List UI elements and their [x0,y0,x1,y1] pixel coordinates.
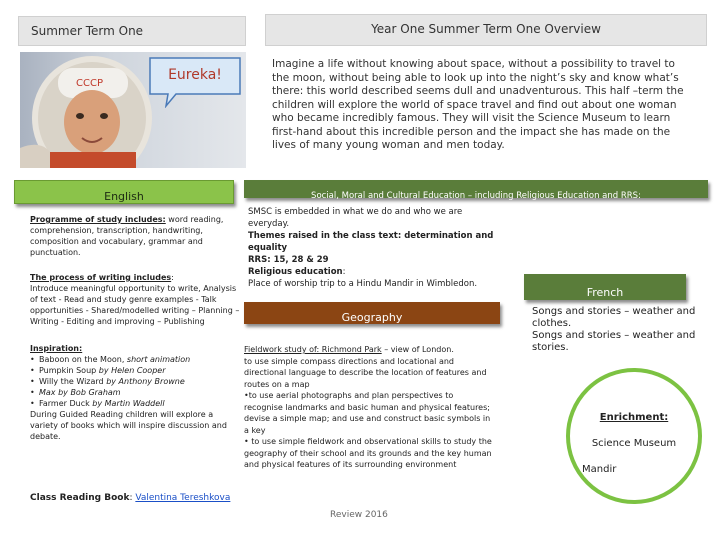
process-text: Introduce meaningful opportunity to write, Analysis of text - Read and study genre examples - Talk opportunities - Shared/modelled writing – Planning – Writing - Editing and improving – Publishing [30,284,240,326]
french-line1: Songs and stories – weather and clothes. [532,306,696,329]
enrichment-circle [566,368,702,504]
enrichment-item-museum: Science Museum [591,438,677,449]
programme-paragraph [30,214,240,258]
inspiration-item: • Max by Bob Graham [30,387,240,398]
english-heading-bar [14,180,234,204]
inspiration-list [30,354,240,409]
enrichment-heading: Enrichment: [599,412,669,423]
english-content [30,214,240,442]
smsc-heading-bar [244,180,708,201]
fieldwork-line: Fieldwork study of: Richmond Park – view of London. [244,345,454,354]
smsc-re: Religious education: [248,267,346,277]
inspiration-item: • Baboon on the Moon, short animation [30,354,240,365]
smsc-heading: Social, Moral and Cultural Education – including Religious Education and RRS: [311,191,641,201]
programme-text: word reading, comprehension, transcription, handwriting, composition and vocabulary, grammar and punctuation. [30,215,224,257]
term-title: Summer Term One [31,24,144,38]
class-reading-book: Class Reading Book: Valentina Tereshkova [30,493,231,503]
smsc-re-text: Place of worship trip to a Hindu Mandir in Wimbledon. [248,279,478,289]
inspiration-item: • Farmer Duck by Martin Waddell [30,398,240,409]
intro-paragraph: Imagine a life without knowing about space, without a possibility to travel to the moon, without being able to look up into the night’s sky and know what’s there: this world described seems dull and unadventurous. This half –term the children will explore the world of space travel and find out about one woman who became incredibly famous. They will visit the Science Museum to learn first-hand about this incredible person and the impact she has made on the lives of many young woman and men today. [272,58,684,151]
inspiration-item: • Pumpkin Soup by Helen Cooper [30,365,240,376]
smsc-content [248,206,496,290]
eureka-callout [148,56,244,100]
english-heading: English [104,190,144,203]
eureka-text: Eureka! [168,67,222,83]
french-content [532,306,702,354]
guided-reading-text: During Guided Reading children will explore a variety of books which will inspire discussion and debate. [30,410,227,441]
smsc-rrs: RRS: 15, 28 & 29 [248,255,329,265]
process-colon: : [171,273,174,282]
overview-title-box [265,14,707,46]
french-heading-bar [524,274,686,300]
smsc-themes: Themes raised in the class text: determination and equality [248,231,494,253]
french-heading: French [586,286,624,299]
inspiration-label: Inspiration: [30,344,83,353]
inspiration-item: • Willy the Wizard by Anthony Browne [30,376,240,387]
smsc-line1: SMSC is embedded in what we do and who we are everyday. [248,207,463,229]
term-title-box [18,16,246,46]
geography-text: to use simple compass directions and locational and directional language to describe the location of features and routes on a map •to use aerial photographs and plan perspectives to recognise landmarks and basic human and physical features; devise a simple map; and use and construct basic symbols in a key • to use simple fieldwork and observational skills to study the geography of their school and its grounds and the key human and physical features of its surrounding environment [244,356,492,469]
class-book-link[interactable]: Valentina Tereshkova [135,493,231,503]
geography-heading: Geography [341,311,403,324]
process-paragraph [30,272,240,327]
review-footer: Review 2016 [330,510,388,520]
geography-content [244,344,492,471]
geography-heading-bar [244,302,500,324]
process-label: The process of writing includes [30,273,172,282]
svg-text:СССР: СССР [76,78,103,89]
programme-label: Programme of study includes: [30,215,166,224]
french-line2: Songs and stories – weather and stories. [532,330,696,353]
enrichment-item-mandir: Mandir [582,464,617,475]
inspiration-section [30,343,240,442]
overview-title: Year One Summer Term One Overview [371,22,601,36]
class-book-label: Class Reading Book [30,493,130,503]
